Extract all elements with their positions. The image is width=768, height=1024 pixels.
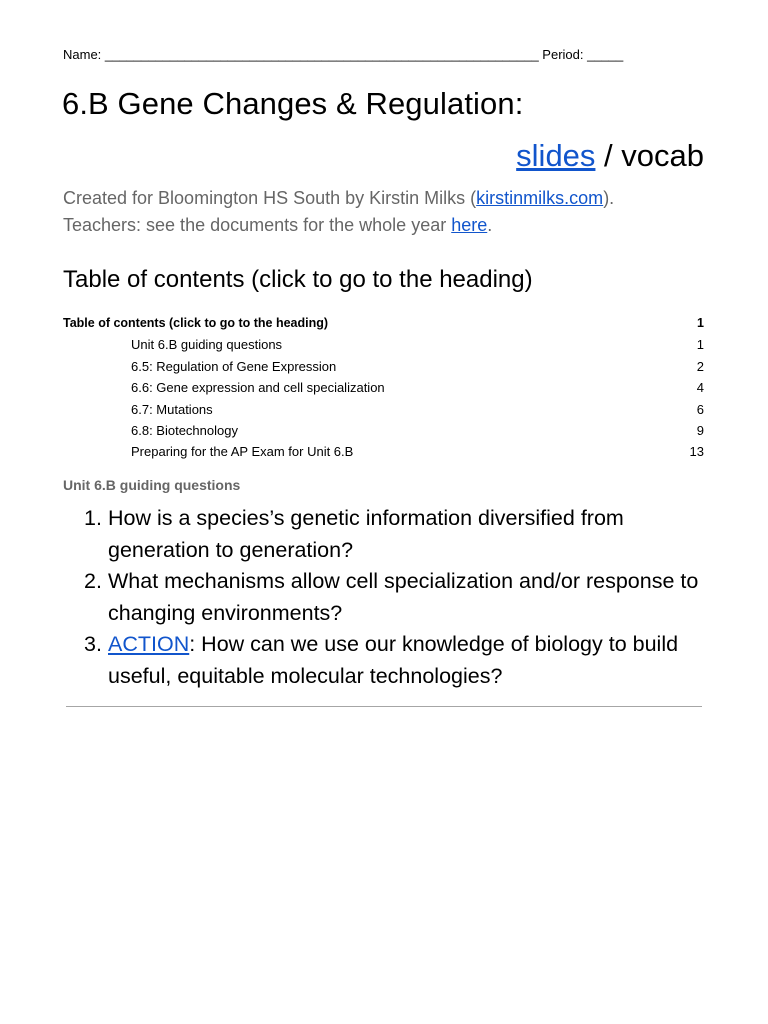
action-link[interactable]: ACTION (108, 632, 190, 656)
toc-entry[interactable] (63, 356, 704, 377)
guiding-questions-list (63, 503, 723, 692)
list-item (63, 503, 723, 566)
credits-line-2-prefix: Teachers: see the documents for the whole year (63, 215, 452, 235)
credits-line-2-suffix: . (487, 215, 493, 235)
toc-entry[interactable] (63, 441, 704, 462)
toc-entry[interactable] (63, 420, 704, 441)
question-text: What mechanisms allow cell specialization and/or response to changing environments? (108, 569, 699, 625)
toc-heading: Table of contents (click to go to the heading) (63, 266, 533, 293)
question-number: 1. (84, 506, 102, 530)
credits-line-2 (63, 212, 614, 239)
kirstinmilks-link[interactable]: kirstinmilks.com (476, 188, 604, 208)
toc-entry[interactable] (63, 313, 704, 334)
toc-entry-label: 6.6: Gene expression and cell specialization (131, 380, 385, 396)
horizontal-divider (66, 706, 702, 707)
toc-entry-label: Table of contents (click to go to the heading) (63, 316, 329, 330)
credits-line-1-prefix: Created for Bloomington HS South by Kirstin Milks ( (63, 188, 477, 208)
toc-entry-label: 6.7: Mutations (131, 401, 213, 417)
vocab-text: / vocab (595, 138, 704, 173)
toc-entry-page: 1 (697, 316, 704, 330)
toc-entry-page: 6 (696, 401, 704, 417)
question-number: 2. (84, 569, 102, 593)
toc-entry[interactable] (63, 377, 704, 398)
toc-entry-page: 13 (689, 444, 704, 460)
question-text: How is a species’s genetic information diversified from generation to generation? (108, 506, 624, 562)
slides-link[interactable]: slides (516, 138, 596, 173)
toc-entry-label: Preparing for the AP Exam for Unit 6.B (131, 444, 354, 460)
toc-entry[interactable] (63, 334, 704, 355)
toc-entry-label: Unit 6.B guiding questions (131, 337, 283, 353)
toc-entry-page: 1 (696, 337, 704, 353)
toc-entry-label: 6.8: Biotechnology (131, 422, 238, 438)
toc-entry-label: 6.5: Regulation of Gene Expression (131, 358, 337, 374)
credits-line-1 (63, 185, 614, 212)
toc-entry-page: 2 (696, 358, 704, 374)
toc-entry[interactable] (63, 399, 704, 420)
table-of-contents (63, 313, 704, 463)
slides-vocab-line (516, 138, 704, 174)
credits-line-1-suffix: ). (603, 188, 615, 208)
toc-entry-page: 4 (696, 380, 704, 396)
toc-entry-page: 9 (696, 422, 704, 438)
question-text: : How can we use our knowledge of biology to build useful, equitable molecular technologies? (108, 632, 679, 688)
here-link[interactable]: here (451, 215, 488, 235)
name-period-line: Name: ____________________________________________________________ Period: _____ (63, 47, 624, 62)
list-item (63, 629, 723, 692)
list-item (63, 566, 723, 629)
credits (63, 185, 614, 239)
guiding-questions-heading: Unit 6.B guiding questions (63, 477, 241, 493)
question-number: 3. (84, 632, 102, 656)
page-title: 6.B Gene Changes & Regulation: (62, 86, 524, 121)
